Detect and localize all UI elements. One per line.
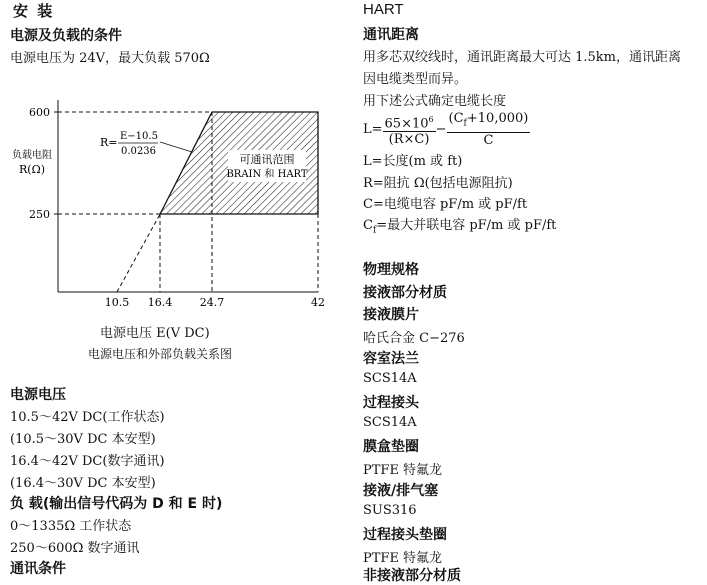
- spec-label-connector-gasket: 过程接头垫圈: [363, 527, 447, 543]
- power-line-4: (16.4～30V DC 本安型): [10, 476, 156, 491]
- section-title: 安 装: [13, 2, 55, 20]
- formula-fraction-2: [447, 111, 531, 148]
- formula-den2: C: [483, 132, 494, 148]
- y-tick-250: 250: [29, 208, 50, 221]
- spec-label-drain-vent: 接液/排气塞: [363, 483, 439, 499]
- load-line-2: 250～600Ω 数字通讯: [10, 541, 140, 556]
- region-label-2: BRAIN 和 HART: [226, 169, 308, 180]
- chart-title: 电源电压和外部负载关系图: [88, 347, 233, 361]
- formula-lhs: L=: [363, 121, 383, 137]
- load-label: 负 载(输出信号代码为 D 和 E 时): [10, 496, 223, 512]
- spec-label-wetted-parts: 接液部分材质: [363, 285, 447, 301]
- power-line-2: (10.5～30V DC 本安型): [10, 432, 156, 447]
- spec-value-flange: SCS14A: [363, 371, 417, 386]
- power-line-3: 16.4～42V DC(数字通讯): [10, 454, 165, 469]
- x-tick-10-5: 10.5: [104, 296, 130, 309]
- def-cf-a: C: [363, 218, 373, 233]
- formula-numerator: E−10.5: [120, 131, 158, 142]
- power-line-1: 10.5～42V DC(工作状态): [10, 410, 165, 425]
- formula-prefix: R=: [100, 136, 118, 149]
- spec-label-diaphragm: 接液膜片: [363, 307, 419, 323]
- formula-exp: 6: [428, 114, 434, 124]
- spec-value-diaphragm: 哈氏合金 C−276: [363, 331, 465, 346]
- y-axis-label-1: 负载电阻: [12, 150, 52, 161]
- formula-fraction-1: [383, 112, 436, 147]
- load-condition-desc: 电源电压为 24V，最大负载 570Ω: [10, 51, 210, 66]
- spec-label-capsule-gasket: 膜盒垫圈: [363, 439, 419, 455]
- spec-label-non-wetted-parts: 非接液部分材质: [363, 568, 461, 584]
- spec-value-capsule-gasket: PTFE 特氟龙: [363, 463, 443, 478]
- physical-spec-heading: 物理规格: [363, 262, 419, 278]
- spec-value-drain-vent: SUS316: [363, 503, 417, 518]
- spec-label-process-connector: 过程接头: [363, 395, 419, 411]
- formula-pointer: [160, 142, 192, 152]
- x-tick-16-4: 16.4: [147, 296, 173, 309]
- formula-intro: 用下述公式确定电缆长度: [363, 94, 507, 109]
- def-cf-b: =最大并联电容 pF/m 或 pF/ft: [376, 218, 557, 233]
- load-line-1: 0～1335Ω 工作状态: [10, 519, 132, 534]
- spec-value-process-connector: SCS14A: [363, 415, 417, 430]
- comm-condition-heading: 通讯条件: [10, 561, 66, 577]
- def-cf-sub: f: [372, 225, 377, 236]
- hart-title: HART: [363, 1, 404, 18]
- formula-den1: (R×C): [388, 131, 430, 147]
- formula-num2-a: (C: [448, 111, 464, 126]
- x-tick-24-7: 24.7: [199, 296, 225, 309]
- def-parallel-capacitance: [363, 214, 556, 236]
- cable-length-formula: [363, 111, 530, 148]
- formula-num2-b: +10,000): [466, 111, 529, 126]
- comm-distance-line-2: 因电缆类型而异。: [363, 72, 468, 87]
- formula-num1: 65×10: [384, 115, 429, 131]
- comm-distance-line-1: 用多芯双绞线时，通讯距离最大可达 1.5km，通讯距离: [363, 50, 682, 65]
- def-resistance: R=阻抗 Ω(包括电源阻抗): [363, 176, 513, 191]
- region-label-1: 可通讯范围: [239, 153, 295, 166]
- y-axis-label-2: R(Ω): [19, 163, 45, 176]
- load-line: [117, 214, 160, 292]
- def-capacitance: C=电缆电容 pF/m 或 pF/ft: [363, 197, 528, 212]
- spec-value-connector-gasket: PTFE 特氟龙: [363, 551, 443, 566]
- load-voltage-chart: [0, 90, 345, 320]
- load-condition-heading: 电源及负载的条件: [10, 28, 122, 44]
- chart-xlabel: 电源电压 E(V DC): [100, 326, 210, 341]
- x-tick-42: 42: [311, 296, 325, 309]
- spec-label-flange: 容室法兰: [363, 351, 419, 367]
- formula-minus: −: [435, 121, 447, 137]
- comm-distance-heading: 通讯距离: [363, 27, 419, 43]
- power-voltage-heading: 电源电压: [10, 387, 66, 403]
- formula-num2-sub: f: [463, 118, 467, 129]
- def-length: L=长度(m 或 ft): [363, 154, 463, 169]
- formula-denominator: 0.0236: [121, 146, 156, 157]
- y-tick-600: 600: [29, 106, 50, 119]
